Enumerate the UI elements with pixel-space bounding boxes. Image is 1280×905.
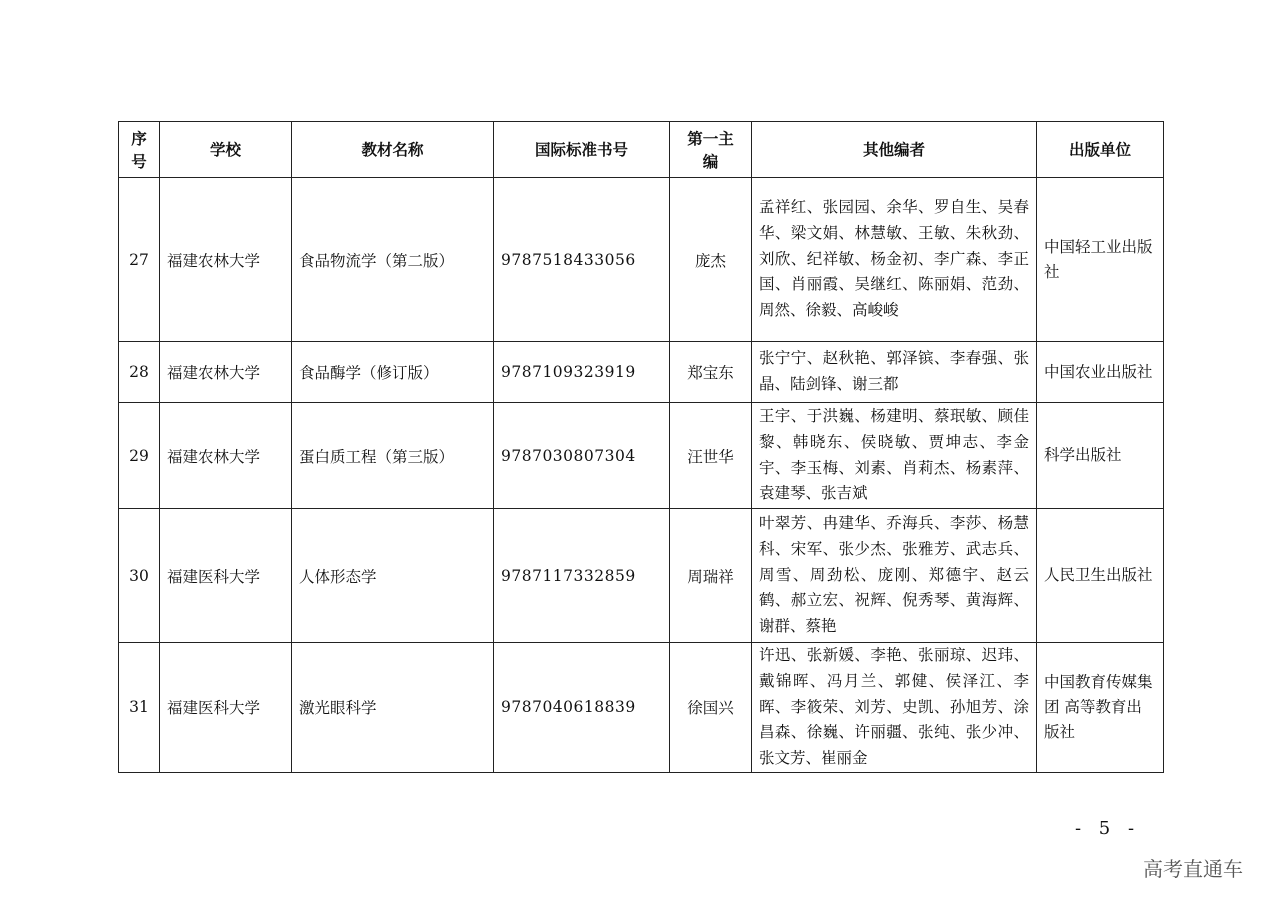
table-row [119,403,1164,509]
row-other-editors: 叶翠芳、冉建华、乔海兵、李莎、杨慧科、宋军、张少杰、张雅芳、武志兵、周雪、周劲松、庞刚、郑德宇、赵云鹤、郝立宏、祝辉、倪秀琴、黄海辉、谢群、蔡艳 [752,509,1037,643]
row-index: 28 [119,342,160,403]
row-school: 福建医科大学 [160,509,292,643]
row-school: 福建农林大学 [160,342,292,403]
row-publisher: 中国教育传媒集团 高等教育出版社 [1037,643,1164,773]
header-textbook: 教材名称 [292,122,494,178]
row-publisher: 中国轻工业出版社 [1037,178,1164,342]
row-school: 福建农林大学 [160,403,292,509]
row-other-editors: 孟祥红、张园园、余华、罗自生、吴春华、梁文娟、林慧敏、王敏、朱秋劲、刘欣、纪祥敏、杨金初、李广森、李正国、肖丽霞、吴继红、陈丽娟、范劲、周然、徐毅、高峻峻 [752,178,1037,342]
row-isbn: 9787040618839 [494,643,670,773]
header-isbn: 国际标准书号 [494,122,670,178]
row-isbn: 9787109323919 [494,342,670,403]
row-other-editors: 王宇、于洪巍、杨建明、蔡珉敏、顾佳黎、韩晓东、侯晓敏、贾坤志、李金宇、李玉梅、刘素、肖莉杰、杨素萍、袁建琴、张吉斌 [752,403,1037,509]
row-textbook: 食品物流学（第二版） [292,178,494,342]
row-textbook: 人体形态学 [292,509,494,643]
row-index: 30 [119,509,160,643]
row-school: 福建医科大学 [160,643,292,773]
row-first-editor: 郑宝东 [670,342,752,403]
textbook-table [118,121,1164,773]
row-publisher: 科学出版社 [1037,403,1164,509]
header-first-editor: 第一主编 [670,122,752,178]
row-isbn: 9787030807304 [494,403,670,509]
table-row [119,178,1164,342]
table-row [119,342,1164,403]
header-other-editors: 其他编者 [752,122,1037,178]
row-first-editor: 庞杰 [670,178,752,342]
page-number: - 5 - [1075,818,1141,839]
row-other-editors: 许迅、张新媛、李艳、张丽琼、迟玮、戴锦晖、冯月兰、郭健、侯泽江、李晖、李筱荣、刘芳、史凯、孙旭芳、涂昌森、徐巍、许丽疆、张纯、张少冲、张文芳、崔丽金 [752,643,1037,773]
row-other-editors: 张宁宁、赵秋艳、郭泽镔、李春强、张晶、陆剑锋、谢三都 [752,342,1037,403]
table-header-row [119,122,1164,178]
row-isbn: 9787117332859 [494,509,670,643]
row-index: 29 [119,403,160,509]
row-index: 27 [119,178,160,342]
row-school: 福建农林大学 [160,178,292,342]
row-first-editor: 徐国兴 [670,643,752,773]
row-first-editor: 周瑞祥 [670,509,752,643]
row-first-editor: 汪世华 [670,403,752,509]
header-publisher: 出版单位 [1037,122,1164,178]
row-publisher: 中国农业出版社 [1037,342,1164,403]
table-row [119,643,1164,773]
header-school: 学校 [160,122,292,178]
watermark-text: 高考直通车 [1143,857,1243,881]
header-index: 序号 [119,122,160,178]
row-index: 31 [119,643,160,773]
table-row [119,509,1164,643]
row-publisher: 人民卫生出版社 [1037,509,1164,643]
row-isbn: 9787518433056 [494,178,670,342]
row-textbook: 食品酶学（修订版） [292,342,494,403]
row-textbook: 激光眼科学 [292,643,494,773]
row-textbook: 蛋白质工程（第三版） [292,403,494,509]
